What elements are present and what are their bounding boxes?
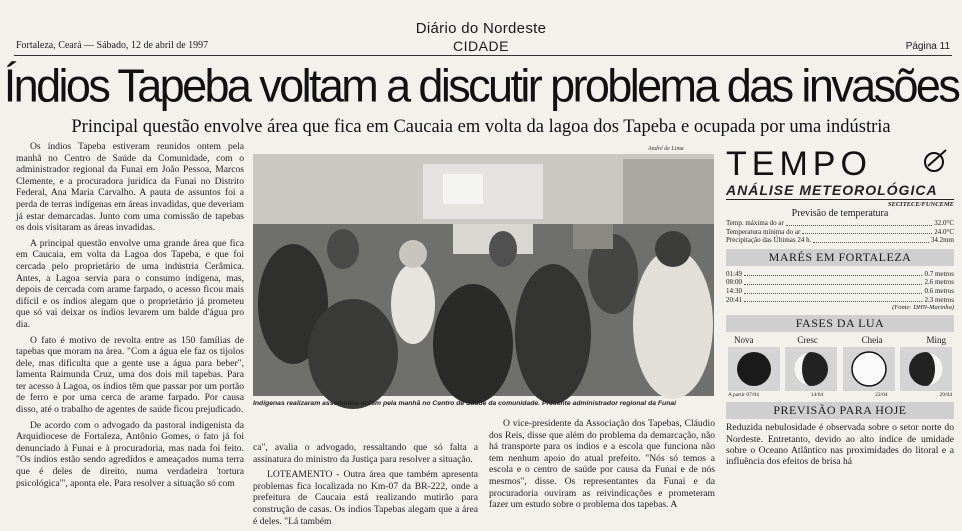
paragraph: O fato é motivo de revolta entre as 150 famílias de tapebas que moram na área. "Com a água ele faz os tijolos dele, mas dificulta que a gente use a água para beber", lamenta Raimunda Cruz, uma dos dois mil tapebas. Para ter acesso à Lagoa, os índios têm que passar por um portão de ferro e por uma cerca de arame farpado. Por causa disso, até o trabalho de agentes de saúde ficou prejudicado. <box>16 334 244 416</box>
tide-time: 01:49 <box>726 269 742 278</box>
moon-date: 14/04 <box>810 392 824 399</box>
paragraph: A principal questão envolve uma grande área que fica em Caucaia, em volta da Lagoa dos Tapeba, e que foi cercada pelo proprietário de uma indústria Cerâmica. Antes, a Lagoa servia para o consumo indígena, mas, depois de cercada com arame farpado, o acesso ficou mais difícil e os índios alegam que o proprietário já prometeu que só vai deixar os índios levarem um balde d'água pro dia. <box>16 237 244 330</box>
photo-caption: Indígenas realizaram assembléia ontem pela manhã no Centro de Saúde da comunidade. Presente administrador regional da Funai <box>253 400 677 407</box>
tide-time: 14:30 <box>726 286 742 295</box>
tide-row <box>726 287 954 296</box>
moon-date: 29/04 <box>939 392 952 399</box>
paragraph: LOTEAMENTO - Outra área que também apresenta problemas fica localizada no Km-07 da BR-222, onde a prefeitura de Caucaia está realizando mutirão para construção de casas. Os índios Tapebas alegam que a área é deles. "Lá também <box>253 469 478 527</box>
header-rule <box>14 55 952 56</box>
temperature-row <box>726 228 954 237</box>
moon-title: FASES DA LUA <box>726 315 954 332</box>
moon-date: 22/04 <box>875 392 888 399</box>
forecast-title: PREVISÃO PARA HOJE <box>726 402 954 419</box>
temperature-row <box>726 219 954 228</box>
moon-full-icon <box>843 347 895 391</box>
article-headline: Índios Tapeba voltam a discutir problema das invasões <box>3 59 959 112</box>
row-value: 24.0°C <box>934 227 954 236</box>
row-label: Temp. máxima do ar <box>726 219 784 227</box>
tide-value: 0.6 metros <box>924 286 954 295</box>
tide-row <box>726 296 954 305</box>
moon-label: Cresc <box>797 335 818 346</box>
moon-waxing-icon <box>785 347 837 391</box>
tide-row <box>726 278 954 287</box>
tides-source: (Fonte: DHN-Marinha) <box>892 304 954 312</box>
photo-credit: André de Lima <box>648 146 684 152</box>
article-column-3 <box>489 418 715 515</box>
tide-value: 2.3 metros <box>924 295 954 304</box>
meeting-photo-image <box>253 154 714 396</box>
moon-label: Cheia <box>861 335 883 346</box>
weather-sun-icon <box>922 148 948 174</box>
row-value: 34.2mm <box>930 236 954 245</box>
tides-title: MARÉS EM FORTALEZA <box>726 249 954 266</box>
article-photo <box>253 154 714 396</box>
forecast-text: Reduzida nebulosidade é observada sobre o setor norte do Nordeste. Entretanto, devido ao alto índice de umidade sobre o Oceano Atlântico nas proximidades do litoral e a influência dos efeitos de brisa há <box>726 422 954 468</box>
temperature-title: Previsão de temperatura <box>791 208 889 219</box>
newspaper-masthead: Diário do Nordeste <box>415 20 547 37</box>
tide-time: 20:41 <box>726 295 742 304</box>
section-title: CIDADE <box>453 38 509 54</box>
moon-date: A partir 07/04 <box>728 392 759 399</box>
temperature-row <box>726 236 954 245</box>
dateline: Fortaleza, Ceará — Sábado, 12 de abril de 1997 <box>16 40 209 51</box>
moon-phase-images <box>726 347 954 391</box>
paragraph: Os índios Tapeba estiveram reunidos ontem pela manhã no Centro de Saúde da Comunidade, com o administrador regional da Funai em João Pessoa, Marcos Clemente, e a procuradora jurídica da Funai no Distrito Federal, Ana Maria Carvalho. A pauta de assuntos foi a perda de terras indígenas em áreas invadidas, que deveriam já estar demarcadas. Junto com uma comissão de tapebas os dois visitaram as áreas invadidas. <box>16 141 244 234</box>
tempo-logo <box>726 146 954 182</box>
tide-value: 2.6 metros <box>924 278 954 287</box>
weather-box <box>726 146 954 468</box>
tempo-subtitle: ANÁLISE METEOROLÓGICA <box>726 182 954 200</box>
tides-table <box>726 270 954 304</box>
tide-row <box>726 270 954 279</box>
paragraph: De acordo com o advogado da pastoral indigenista da Arquidiocese de Fortaleza, Antônio Gomes, o fato já foi denunciado à Funai e à procuradoria, mas nada foi feito. "Os índios estão sendo agredidos e ameaçados numa terra que é deles de direito, numa verdadeira 'tortura psicológica'", aponta ele. Para resolver a situação só com <box>16 419 244 489</box>
page-number: Página 11 <box>905 41 950 52</box>
row-label: Temperatura mínima do ar <box>726 227 801 236</box>
tempo-credit: SECITECE/FUNCEME <box>887 201 954 208</box>
moon-label: Nova <box>734 335 754 346</box>
tide-value: 0.7 metros <box>924 269 954 278</box>
paragraph: ca", avalia o advogado, ressaltando que só falta a assinatura do ministro da Justiça para resolver a situação. <box>253 442 478 465</box>
moon-waning-icon <box>900 347 952 391</box>
moon-label: Ming <box>926 335 946 346</box>
row-label: Precipitação das Últimas 24 h. <box>726 236 812 245</box>
article-subhead: Principal questão envolve área que fica em Caucaia em volta da lagoa dos Tapeba e ocupada por uma indústria <box>71 117 891 137</box>
tempo-logo-text: TEMPO <box>726 145 872 183</box>
article-column-1 <box>16 141 244 493</box>
tide-time: 08:00 <box>726 278 742 287</box>
moon-dates <box>726 392 954 398</box>
row-value: 32.0°C <box>934 219 954 227</box>
article-column-2 <box>253 442 478 531</box>
moon-phase-labels <box>726 335 954 345</box>
moon-new-icon <box>728 347 780 391</box>
paragraph: O vice-presidente da Associação dos Tapebas, Cláudio dos Reis, disse que além do problema da demarcação, não há transporte para os índios e a escola que funciona não tem nenhum apoio do atual prefeito. "Nós só temos a escola e o centro de saúde por causa da Funai e de nós mesmos", disse. Os representantes da Funai e da procuradoria ouviram as reivindicações e prometeram fazer um estudo sobre o problema dos tapebas. A <box>489 418 715 511</box>
